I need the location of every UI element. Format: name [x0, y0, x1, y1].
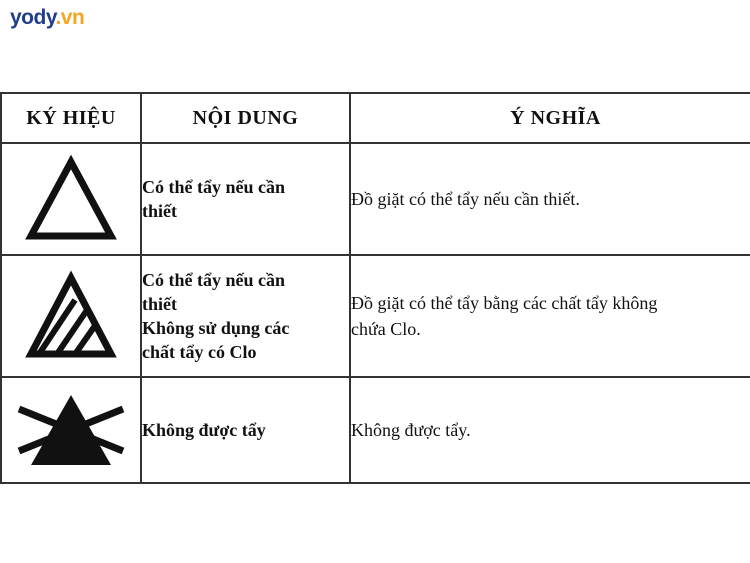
header-symbol: KÝ HIỆU: [1, 93, 141, 143]
meaning-cell: [350, 255, 750, 377]
logo-domain: .vn: [55, 6, 85, 29]
header-meaning: Ý NGHĨA: [350, 93, 750, 143]
meaning-line: Đồ giặt có thể tẩy bằng các chất tẩy không: [351, 293, 658, 313]
do-not-bleach-icon: [15, 389, 127, 471]
content-line: Không được tẩy: [142, 420, 266, 440]
logo-wordmark: yody: [10, 6, 56, 29]
content-line: Không sử dụng các: [142, 318, 290, 338]
table-row: [1, 143, 750, 255]
table-row: [1, 377, 750, 483]
meaning-cell: Đồ giặt có thể tẩy nếu cần thiết.: [350, 143, 750, 255]
symbol-cell: [1, 143, 141, 255]
table-header-row: [1, 93, 750, 143]
symbol-cell: [1, 377, 141, 483]
content-line: thiết: [142, 294, 177, 314]
content-line: Có thể tẩy nếu cần: [142, 177, 285, 197]
table-row: [1, 255, 750, 377]
non-chlorine-bleach-triangle-icon: [21, 270, 121, 362]
symbol-cell: [1, 255, 141, 377]
content-cell: [141, 377, 350, 483]
content-cell: [141, 255, 350, 377]
meaning-cell: Không được tẩy.: [350, 377, 750, 483]
content-line: thiết: [142, 201, 177, 221]
content-cell: [141, 143, 350, 255]
meaning-line: chứa Clo.: [351, 319, 421, 339]
header-content: NỘI DUNG: [141, 93, 350, 143]
content-line: Có thể tẩy nếu cần: [142, 270, 285, 290]
bleach-symbols-table: [0, 92, 750, 484]
content-line: chất tẩy có Clo: [142, 342, 257, 362]
bleach-allowed-triangle-icon: [21, 154, 121, 244]
brand-logo[interactable]: [10, 6, 84, 30]
